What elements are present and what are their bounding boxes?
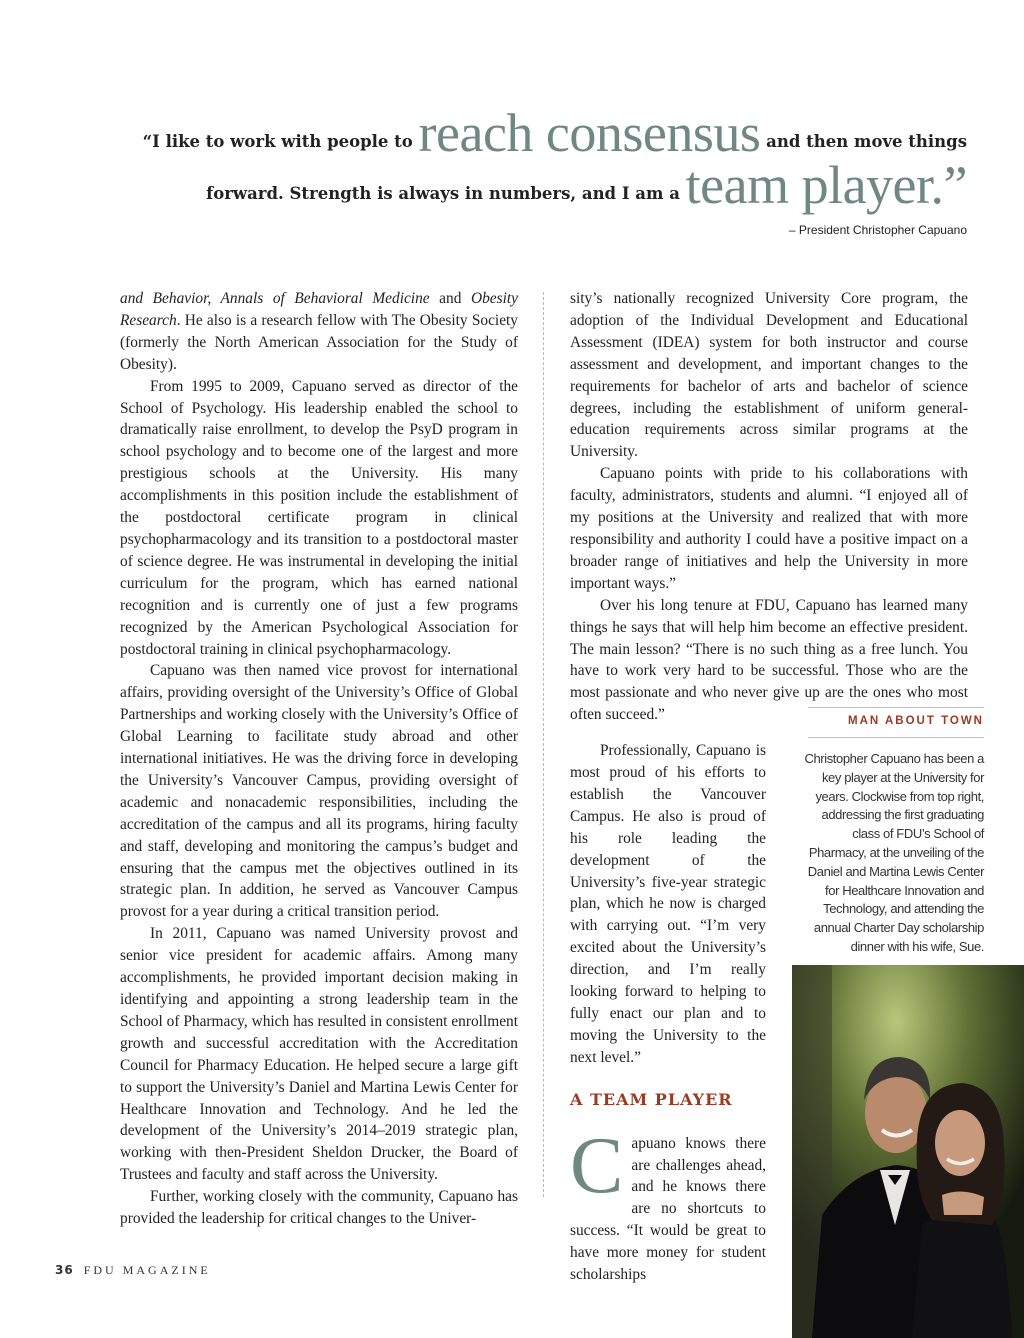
photo-illustration bbox=[792, 965, 1024, 1338]
article-paragraph: From 1995 to 2009, Capuano served as director of the School of Psychology. His leadership enabled the school to dramatically raise enrollment, to develop the PsyD program in school psychology and to become one of the largest and more prestigious schools at the University. His many accomplishments in this position include the establishment of the postdoctoral certificate program in clinical psychopharmacology and its transition to a postdoctoral master of science degree. He was instrumental in developing the initial curriculum for the program, which has earned national recognition and is currently one of just a few programs recognized by the American Psychological Association for postdoctoral training in clinical psychopharmacology. bbox=[120, 377, 518, 658]
sidebar-rule-top bbox=[808, 707, 984, 708]
article-paragraph: Professionally, Capuano is most proud of his efforts to establish the Vancouver Campus. He also is proud of his role leading the development of the University’s five-year strategic plan, which he now is charged with carrying out. “I’m very excited about the University’s direction, and I’m really looking forward to helping to fully enact our plan and to moving the University to the next level.” bbox=[570, 742, 766, 1066]
article-paragraph bbox=[120, 288, 518, 376]
sidebar-rule-bottom bbox=[808, 737, 984, 738]
narrow-text-block bbox=[570, 740, 766, 1286]
pull-quote-line-2 bbox=[206, 155, 967, 215]
text-span: . He also is a research fellow with The Obesity Society (formerly the North American Association for the Study of Obesity). bbox=[120, 311, 518, 373]
article-paragraph: Capuano was then named vice provost for international affairs, providing oversight of the University’s Office of Global Partnerships and working closely with the University’s Office of Global Learning to facilitate study abroad and other international initiatives. He was the driving force in developing the University’s Vancouver Campus, providing oversight of academic and nonacademic responsibilities, including the accreditation of the campus and all its programs, hiring faculty and staff, developing and monitoring the campus’s budget and ensuring that the campus met the objectives outlined in its strategic plan. In addition, he served as Vancouver Campus provost for a year during a critical transition period. bbox=[120, 662, 518, 921]
text-span: apuano knows there are challenges ahead, and he knows there are no shortcuts to success. “It would be great to have more money for student scholarships bbox=[570, 1134, 766, 1284]
column-divider bbox=[543, 292, 544, 1197]
article-paragraph: Capuano points with pride to his collaborations with faculty, administrators, students and alumni. “I enjoyed all of my positions at the University and realized that with more responsibility and authority I could have a positive impact on a broader range of initiatives and help the University in more important ways.” bbox=[570, 465, 968, 592]
pull-quote-text: “I like to work with people to bbox=[142, 132, 419, 151]
pull-quote-emphasis: team player.” bbox=[685, 155, 967, 215]
section-heading: A TEAM PLAYER bbox=[570, 1089, 733, 1109]
woman-face bbox=[935, 1110, 985, 1176]
journal-title: and Behavior, Annals of Behavioral Medicine bbox=[120, 290, 430, 307]
pull-quote-attribution: – President Christopher Capuano bbox=[788, 223, 967, 237]
page-footer bbox=[55, 1263, 211, 1278]
sidebar-title: MAN ABOUT TOWN bbox=[848, 715, 984, 727]
pull-quote-line-1 bbox=[142, 103, 967, 163]
pull-quote-text: and then move things bbox=[760, 132, 967, 151]
publication-name: FDU MAGAZINE bbox=[83, 1263, 211, 1277]
pull-quote-text: forward. Strength is always in numbers, and I am a bbox=[206, 184, 686, 203]
article-paragraph: sity’s nationally recognized University Core program, the adoption of the Individual Development and Educational Assessment (IDEA) system for both instructor and course assessment and development, and important changes to the requirements for bachelor of arts and bachelor of science degrees, including the establishment of uniform general-education requirements across similar programs at the University. bbox=[570, 290, 968, 461]
pull-quote-emphasis: reach consensus bbox=[418, 103, 761, 163]
article-paragraph bbox=[570, 1121, 766, 1286]
drop-cap: C bbox=[570, 1121, 624, 1210]
event-photo bbox=[792, 965, 1024, 1338]
text-span: and bbox=[429, 290, 471, 307]
journal-title: Obesity Research bbox=[120, 290, 518, 329]
article-paragraph: Over his long tenure at FDU, Capuano has learned many things he says that will help him become an effective president. The main lesson? “There is no such thing as a free lunch. You have to work very hard to be successful. Those who are the most passionate and who never give up are the ones who most often succeed.” bbox=[570, 596, 968, 724]
article-column-left bbox=[120, 288, 518, 1230]
page-number: 36 bbox=[55, 1263, 74, 1277]
photo-caption: Christopher Capuano has been a key player at the University for years. Clockwise from top right, addressing the first graduating class of FDU’s School of Pharmacy, at the unveiling of the Daniel and Martina Lewis Center for Healthcare Innovation and Technology, and attending the annual Charter Day scholarship dinner with his wife, Sue. bbox=[804, 751, 984, 954]
woman-dress bbox=[912, 1212, 1012, 1338]
article-paragraph: Further, working closely with the community, Capuano has provided the leadership for critical changes to the Univer- bbox=[120, 1188, 518, 1228]
woman-shoulders bbox=[942, 1191, 984, 1215]
article-paragraph: In 2011, Capuano was named University provost and senior vice president for academic affairs. Among many accomplishments, he provided important decision making in identifying and appointing a strong leadership team in the School of Pharmacy, which has resulted in consistent enrollment growth and successful accreditation with the Accreditation Council for Pharmacy Education. He helped secure a large gift to support the University’s Daniel and Martina Lewis Center for Healthcare Innovation and Technology. And he led the development of the University’s 2014–2019 strategic plan, working with then-President Sheldon Drucker, the Board of Trustees and faculty and staff across the University. bbox=[120, 925, 518, 1184]
